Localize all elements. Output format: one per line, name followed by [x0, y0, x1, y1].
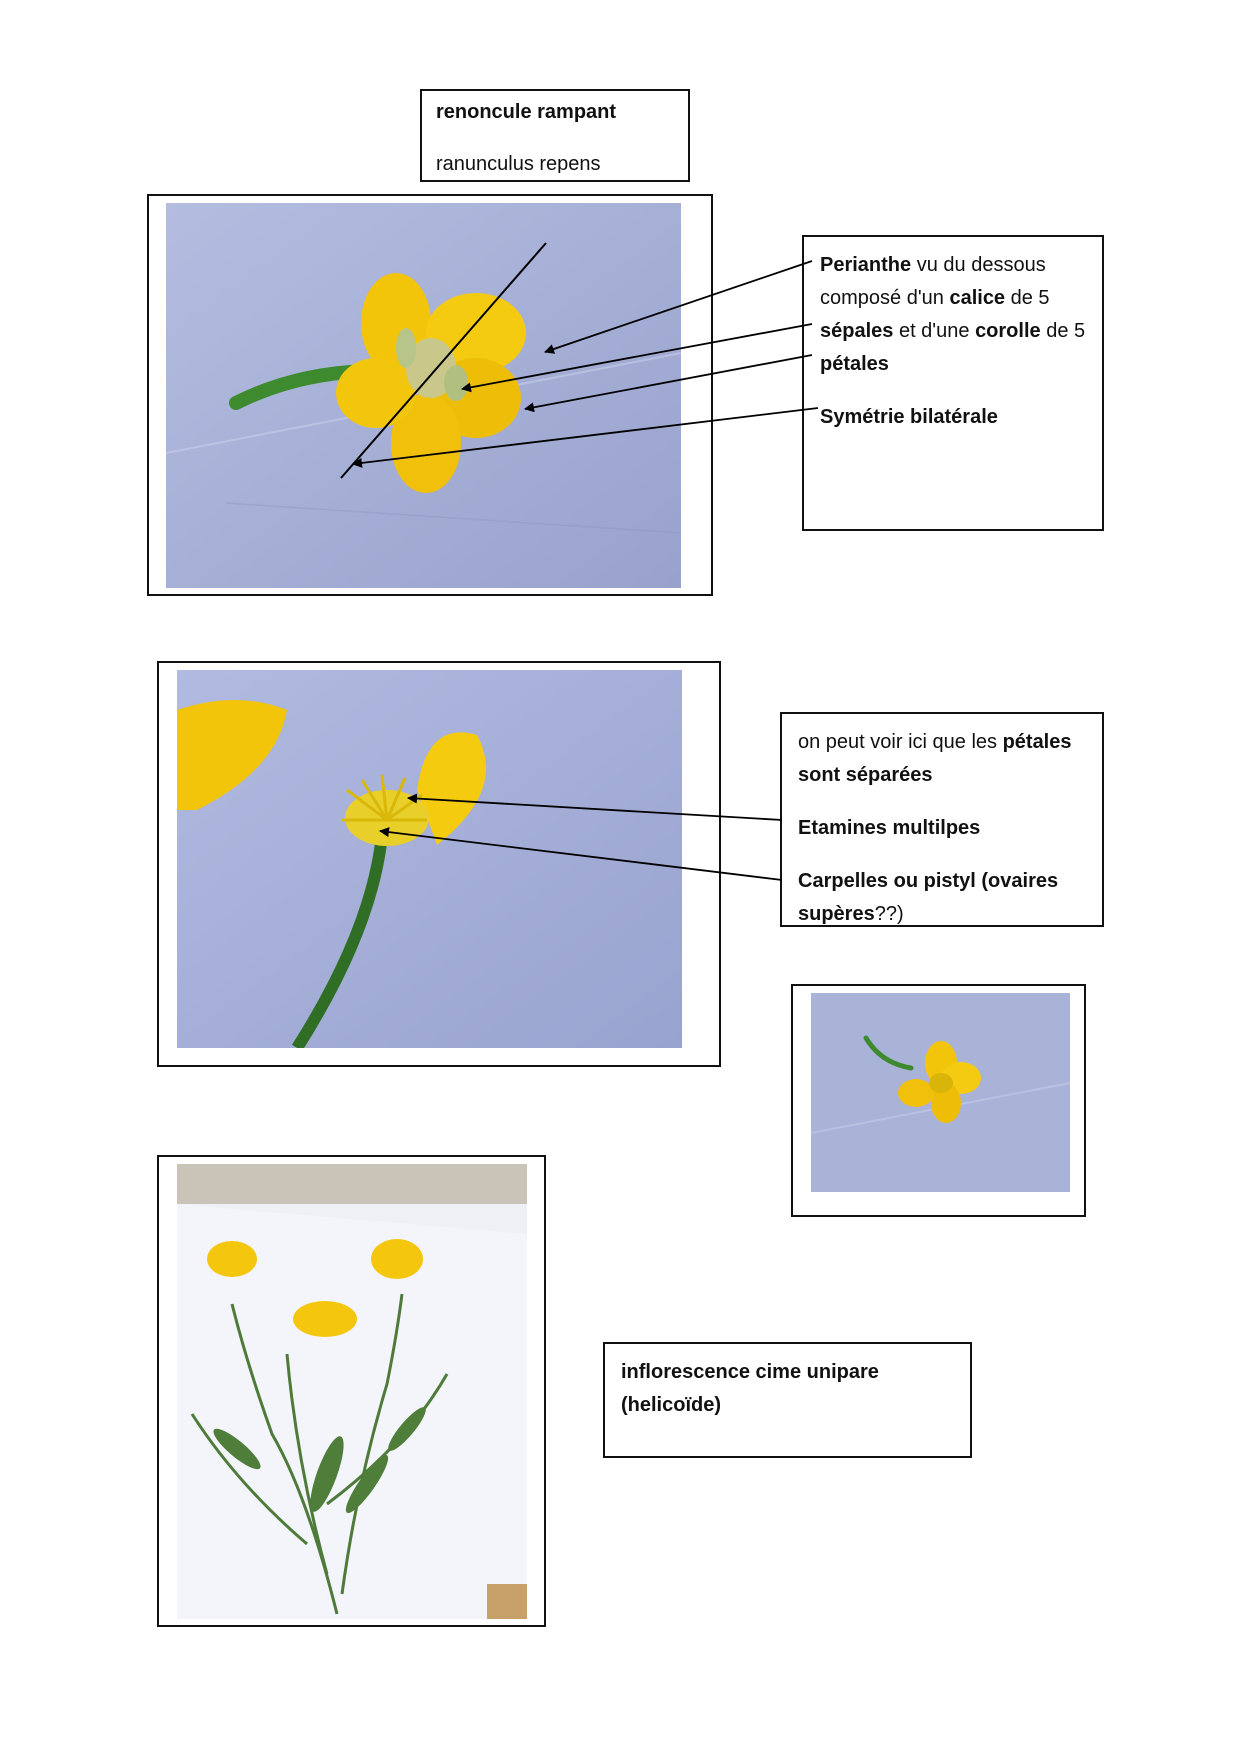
- text-vu-du-dessous: vu du dessous: [911, 254, 1046, 276]
- term-calice: calice: [949, 287, 1006, 309]
- photo-flower-underside: [166, 203, 681, 588]
- term-symetrie: Symétrie bilatérale: [820, 406, 998, 428]
- title-box: [420, 89, 690, 182]
- term-petales: pétales: [820, 353, 889, 375]
- term-carpelles: Carpelles ou pistyl (ovaires: [798, 870, 1059, 892]
- term-corolle: corolle: [975, 320, 1041, 342]
- term-superes: supères: [798, 903, 875, 925]
- perianth-label-box: [802, 235, 1104, 531]
- inflorescence-label-box: [603, 1342, 972, 1458]
- text-compose: composé d'un: [820, 287, 950, 309]
- text-et-dune: et d'une: [893, 320, 976, 342]
- latin-name: ranunculus repens: [436, 153, 601, 173]
- petals-label-box: [780, 712, 1104, 927]
- term-perianthe: Perianthe: [820, 254, 912, 276]
- term-petales-2: pétales: [1002, 731, 1072, 753]
- text-question: ??): [874, 903, 904, 925]
- text-on-peut-voir: on peut voir ici que les: [798, 731, 1003, 753]
- term-helicoide: (helicoïde): [621, 1394, 722, 1416]
- term-sepales: sépales: [820, 320, 894, 342]
- text-de5-a: de 5: [1005, 287, 1050, 309]
- text-de5-b: de 5: [1040, 320, 1086, 342]
- photo-flower-open: [177, 670, 682, 1048]
- common-name: renoncule rampant: [436, 101, 617, 123]
- photo-flower-small: [811, 993, 1070, 1192]
- photo-inflorescence: [177, 1164, 527, 1619]
- term-inflorescence: inflorescence cime unipare: [621, 1361, 879, 1383]
- term-etamines: Etamines multilpes: [798, 817, 981, 839]
- text-sont-separees: sont séparées: [798, 764, 933, 786]
